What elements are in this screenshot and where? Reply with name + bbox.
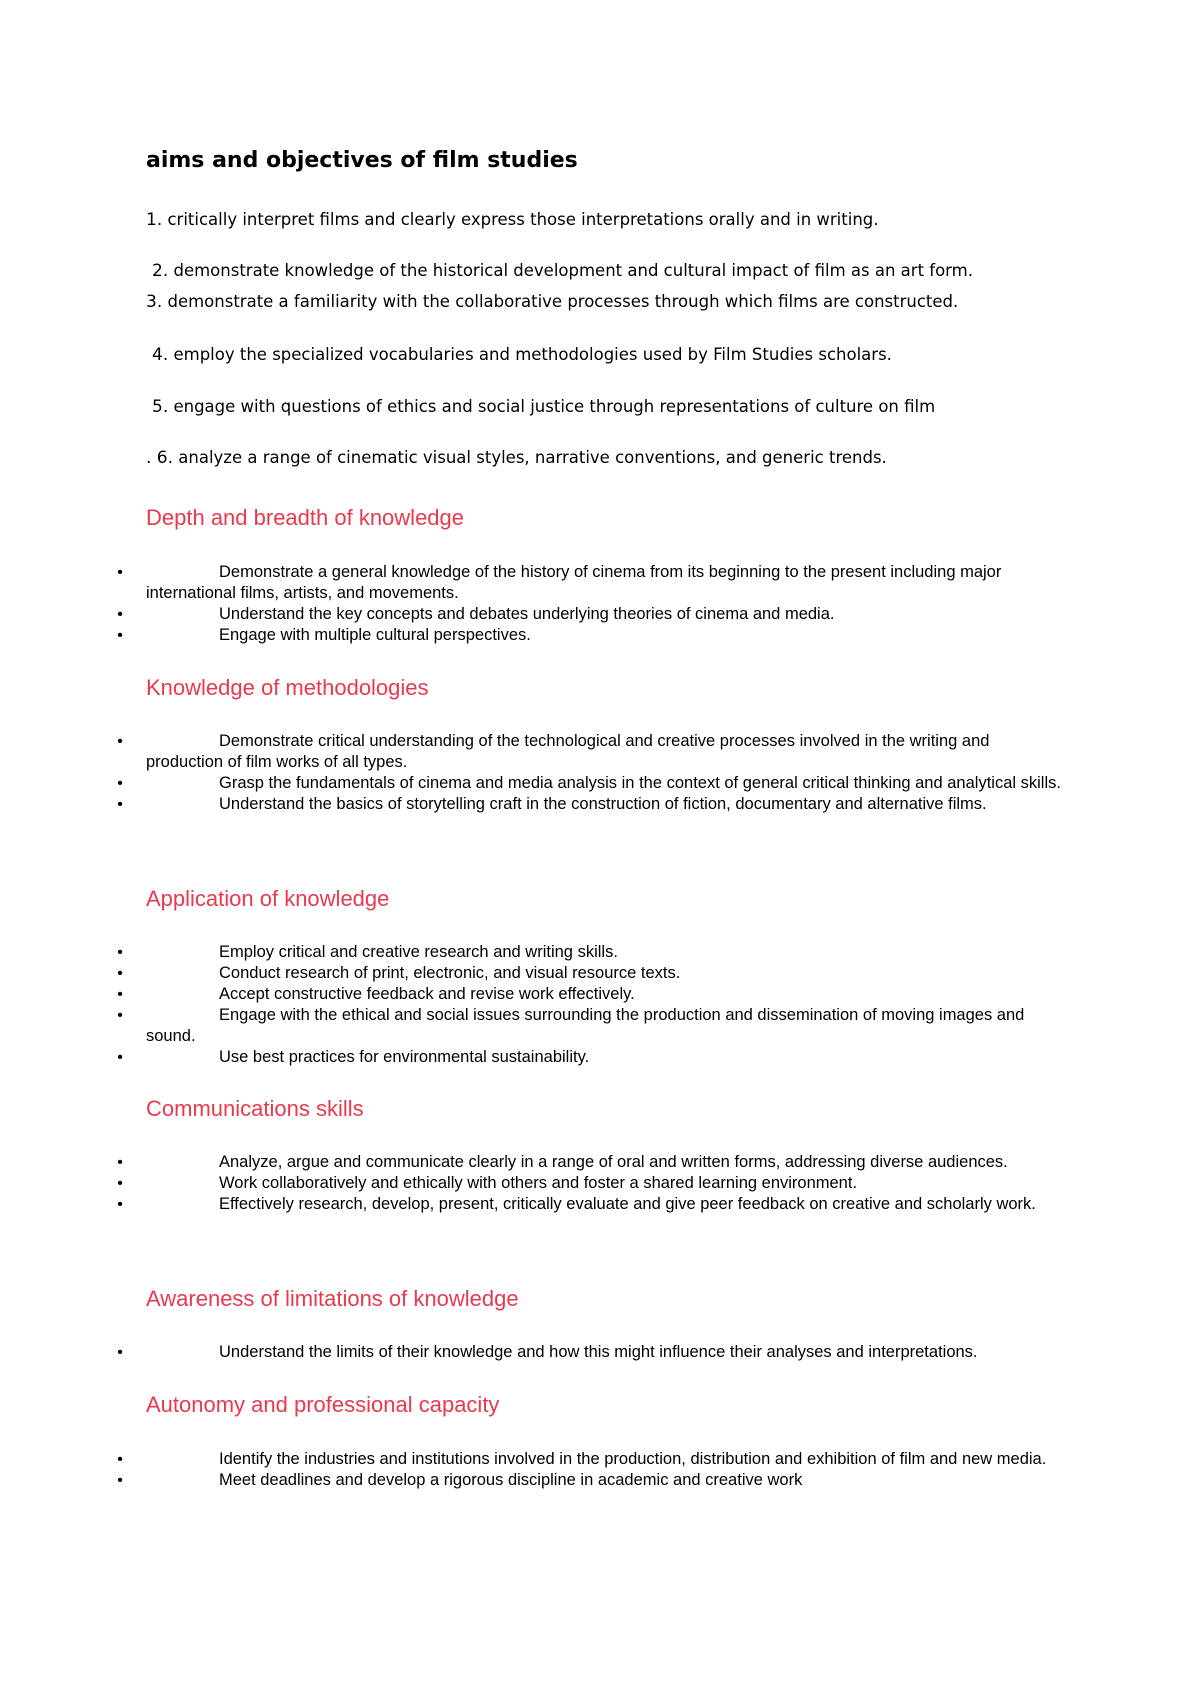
objective-text: demonstrate a familiarity with the collaborative processes through which films are constructed. xyxy=(162,292,959,311)
list-item-text: Engage with multiple cultural perspectives. xyxy=(219,626,531,644)
list-item xyxy=(117,1173,1066,1194)
document-title: aims and objectives of film studies xyxy=(146,148,578,173)
bullet-icon: • xyxy=(117,627,123,644)
objective-text: employ the specialized vocabularies and methodologies used by Film Studies scholars. xyxy=(168,345,892,364)
bullet-icon: • xyxy=(117,564,123,581)
bullet-icon: • xyxy=(117,1451,123,1468)
list-item xyxy=(117,1005,1066,1047)
section-heading-methodologies: Knowledge of methodologies xyxy=(146,675,429,700)
section-heading-communications: Communications skills xyxy=(146,1096,364,1121)
bullet-icon: • xyxy=(117,986,123,1003)
list-item xyxy=(117,1152,1066,1173)
bullet-icon: • xyxy=(117,733,123,750)
objective-text: demonstrate knowledge of the historical development and cultural impact of film as an art form. xyxy=(168,261,973,280)
bullet-icon: • xyxy=(117,1175,123,1192)
objective-number: 1. xyxy=(146,210,163,230)
bullet-icon: • xyxy=(117,944,123,961)
objective-1 xyxy=(146,210,879,230)
section-list-communications xyxy=(0,1152,1200,1215)
list-item-text: Effectively research, develop, present, critically evaluate and give peer feedback on creative and scholarly work. xyxy=(219,1195,1036,1213)
bullet-icon: • xyxy=(117,606,123,623)
list-item-text: Identify the industries and institutions involved in the production, distribution and exhibition of film and new media. xyxy=(219,1450,1047,1468)
section-list-limitations xyxy=(0,1342,1200,1363)
list-item-text: Use best practices for environmental sustainability. xyxy=(219,1048,590,1066)
objective-number: 3. xyxy=(146,292,163,312)
section-heading-application: Application of knowledge xyxy=(146,886,390,911)
bullet-icon: • xyxy=(117,1472,123,1489)
objective-text: analyze a range of cinematic visual styles, narrative conventions, and generic trends. xyxy=(173,448,887,467)
section-list-methodologies xyxy=(0,731,1200,815)
objective-text: critically interpret films and clearly express those interpretations orally and in writing. xyxy=(162,210,879,229)
list-item-text: Analyze, argue and communicate clearly in a range of oral and written forms, addressing diverse audiences. xyxy=(219,1153,1008,1171)
objective-3 xyxy=(146,292,958,312)
list-item xyxy=(117,731,1066,773)
bullet-icon: • xyxy=(117,1196,123,1213)
section-list-depth xyxy=(0,562,1200,646)
objective-4 xyxy=(152,345,892,365)
list-item xyxy=(117,942,1066,963)
objective-text: engage with questions of ethics and social justice through representations of culture on film xyxy=(168,397,936,416)
list-item-text: Understand the key concepts and debates underlying theories of cinema and media. xyxy=(219,605,835,623)
list-item-text: Engage with the ethical and social issues surrounding the production and dissemination of moving images and sound. xyxy=(146,1006,1025,1045)
list-item-text: Demonstrate a general knowledge of the history of cinema from its beginning to the present including major international films, artists, and movements. xyxy=(146,563,1002,602)
list-item xyxy=(117,1449,1066,1470)
list-item xyxy=(117,984,1066,1005)
objective-6 xyxy=(146,448,887,468)
bullet-icon: • xyxy=(117,1344,123,1361)
bullet-icon: • xyxy=(117,1049,123,1066)
section-heading-autonomy: Autonomy and professional capacity xyxy=(146,1392,500,1417)
list-item xyxy=(117,1047,1066,1068)
bullet-icon: • xyxy=(117,796,123,813)
objective-5 xyxy=(152,397,935,417)
list-item xyxy=(117,1194,1066,1215)
list-item xyxy=(117,625,1066,646)
list-item-text: Meet deadlines and develop a rigorous discipline in academic and creative work xyxy=(219,1471,803,1489)
list-item xyxy=(117,1342,1066,1363)
list-item-text: Work collaboratively and ethically with others and foster a shared learning environment. xyxy=(219,1174,858,1192)
list-item-text: Conduct research of print, electronic, and visual resource texts. xyxy=(219,964,681,982)
list-item xyxy=(117,1470,1066,1491)
list-item-text: Employ critical and creative research and writing skills. xyxy=(219,943,618,961)
bullet-icon: • xyxy=(117,1007,123,1024)
list-item xyxy=(117,562,1066,604)
list-item xyxy=(117,794,1066,815)
bullet-icon: • xyxy=(117,775,123,792)
section-list-autonomy xyxy=(0,1449,1200,1491)
list-item-text: Grasp the fundamentals of cinema and media analysis in the context of general critical thinking and analytical skills. xyxy=(219,774,1061,792)
list-item-text: Accept constructive feedback and revise work effectively. xyxy=(219,985,635,1003)
bullet-icon: • xyxy=(117,1154,123,1171)
list-item-text: Understand the basics of storytelling craft in the construction of fiction, documentary and alternative films. xyxy=(219,795,987,813)
list-item xyxy=(117,604,1066,625)
objective-number: . 6. xyxy=(146,448,174,468)
section-heading-limitations: Awareness of limitations of knowledge xyxy=(146,1286,519,1311)
objective-number: 4. xyxy=(152,345,169,365)
list-item xyxy=(117,963,1066,984)
section-list-application xyxy=(0,942,1200,1068)
bullet-icon: • xyxy=(117,965,123,982)
list-item-text: Understand the limits of their knowledge and how this might influence their analyses and interpretations. xyxy=(219,1343,978,1361)
objective-number: 2. xyxy=(152,261,169,281)
objective-2 xyxy=(152,261,973,281)
section-heading-depth: Depth and breadth of knowledge xyxy=(146,505,465,530)
list-item xyxy=(117,773,1066,794)
objective-number: 5. xyxy=(152,397,169,417)
list-item-text: Demonstrate critical understanding of the technological and creative processes involved in the writing and production of film works of all types. xyxy=(146,732,990,771)
